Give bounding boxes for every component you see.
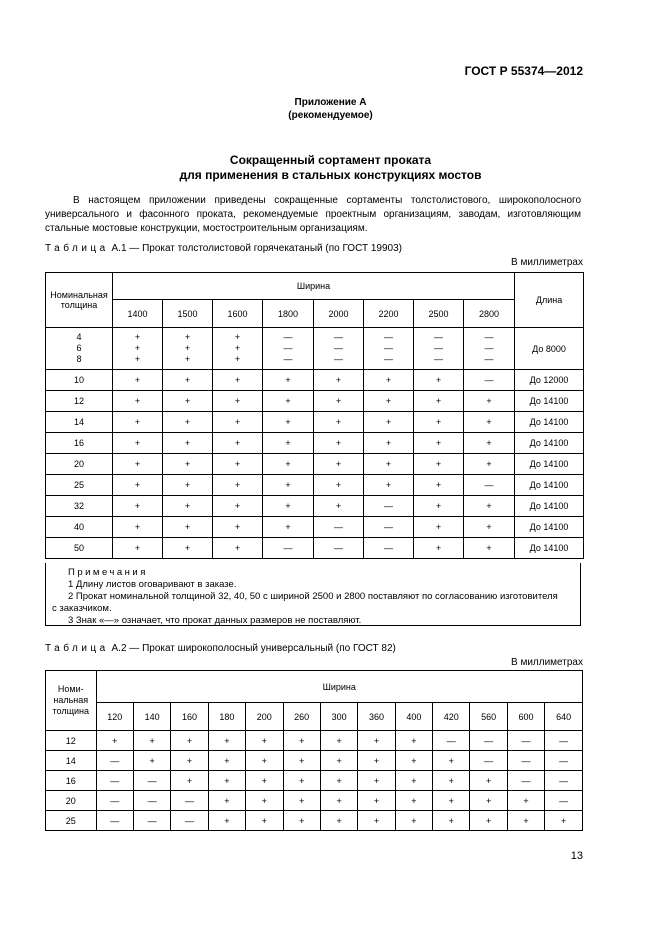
table1-group-length: До 8000 <box>515 328 584 370</box>
table1-cell-mark: + <box>234 354 241 364</box>
table2-width-header: 360 <box>358 703 395 731</box>
table1-row-thickness: 14 <box>46 412 113 433</box>
table2-width-header: 260 <box>283 703 320 731</box>
table2-row <box>46 731 583 751</box>
table1-cell: + <box>163 370 213 391</box>
table2-width-header: 560 <box>470 703 507 731</box>
table1-cell: + <box>263 496 314 517</box>
table2-cell: + <box>358 731 395 751</box>
table1-width-header: 2500 <box>414 300 464 328</box>
table1-cell: + <box>414 433 464 454</box>
table2-cell: + <box>171 751 208 771</box>
table1-caption-text: А.1 — Прокат толстолистовой горячекатаный (по ГОСТ 19903) <box>108 243 402 254</box>
table2-caption-word: Таблица <box>45 643 109 654</box>
table1-group-cell <box>414 328 464 370</box>
table2-cell: + <box>133 751 170 771</box>
table1-cell: — <box>364 517 414 538</box>
table1-cell: + <box>464 496 515 517</box>
table2-cell: + <box>171 771 208 791</box>
table2-cell: — <box>545 731 583 751</box>
table1-cell: + <box>163 454 213 475</box>
table1-cell-mark: — <box>334 332 343 342</box>
table1-cell-mark: — <box>384 354 393 364</box>
table1-width-header: 1800 <box>263 300 314 328</box>
table1-cell: + <box>163 391 213 412</box>
table2-row-thickness: 25 <box>46 811 97 831</box>
intro-paragraph: В настоящем приложении приведены сокращенные сортаменты толстолистового, широкополосного универсального и фасонного проката, рекомендуемые проектным организациям, заводам, изготовляющим стальные мостовые конструкции, мостостроительным организациям. <box>45 195 581 234</box>
table1-cell: + <box>364 370 414 391</box>
table1-cell: + <box>113 517 163 538</box>
table1-cell: + <box>414 370 464 391</box>
table2-cell: + <box>507 791 544 811</box>
table1-group-thickness-value: 8 <box>76 354 82 364</box>
table2-cell: + <box>395 731 432 751</box>
table1-cell: — <box>364 538 414 559</box>
table1-row-thickness: 40 <box>46 517 113 538</box>
table1-row <box>46 538 584 559</box>
table1-cell: + <box>113 475 163 496</box>
table1-header-width: Ширина <box>113 273 515 300</box>
table1-row <box>46 433 584 454</box>
table1-row <box>46 412 584 433</box>
table1-cell: — <box>314 538 364 559</box>
table2-cell: + <box>433 751 470 771</box>
table1-group-cell <box>113 328 163 370</box>
table2-cell: — <box>470 751 507 771</box>
table1-group-cell <box>464 328 515 370</box>
table1-group-thickness <box>46 328 113 370</box>
table1-cell: + <box>263 370 314 391</box>
table2-width-header: 600 <box>507 703 544 731</box>
table2-row-thickness: 16 <box>46 771 97 791</box>
table2-cell: — <box>545 791 583 811</box>
table1-group-cell <box>364 328 414 370</box>
table2-cell: — <box>433 731 470 751</box>
table1-row <box>46 454 584 475</box>
table2-cell: + <box>208 751 245 771</box>
table1-cell: + <box>213 454 263 475</box>
table1-cell-mark: — <box>283 343 293 353</box>
table1-cell: + <box>314 391 364 412</box>
table1-cell: + <box>113 496 163 517</box>
table1-cell: + <box>464 412 515 433</box>
table1-row-thickness: 32 <box>46 496 113 517</box>
table2-cell: — <box>171 791 208 811</box>
table2-width-header: 160 <box>171 703 208 731</box>
table1-cell: + <box>364 433 414 454</box>
page-number: 13 <box>570 850 583 862</box>
standard-number: ГОСТ Р 55374—2012 <box>464 64 583 78</box>
table2-cell: + <box>395 751 432 771</box>
table1-cell-mark: + <box>234 332 241 342</box>
table2-row-thickness: 12 <box>46 731 97 751</box>
table1-cell: + <box>263 454 314 475</box>
table1-cell: + <box>113 370 163 391</box>
appendix-status: (рекомендуемое) <box>288 110 373 121</box>
table2-cell: + <box>433 811 470 831</box>
table1-units: В миллиметрах <box>511 257 583 268</box>
table2-cell: + <box>246 791 283 811</box>
table2-cell: — <box>133 811 170 831</box>
table2-header-thickness-line1: Номи- <box>57 684 84 694</box>
table2-cell: — <box>96 791 133 811</box>
table2-cell: — <box>507 751 544 771</box>
table1-row-thickness: 50 <box>46 538 113 559</box>
table1-cell-mark: — <box>434 354 443 364</box>
table1-cell: + <box>263 475 314 496</box>
table1-cell: + <box>163 412 213 433</box>
table2-width-header: 180 <box>208 703 245 731</box>
table2-cell: + <box>208 811 245 831</box>
table1-cell: + <box>113 412 163 433</box>
table2-cell: + <box>433 771 470 791</box>
table2-row <box>46 811 583 831</box>
table1-cell: + <box>163 496 213 517</box>
table1-cell: + <box>364 412 414 433</box>
table1-cell-mark: — <box>434 332 443 342</box>
table1-cell: + <box>464 433 515 454</box>
table1-row-length: До 14100 <box>515 391 584 412</box>
table2-cell: + <box>246 811 283 831</box>
table1-cell: + <box>113 433 163 454</box>
table1-row-thickness: 12 <box>46 391 113 412</box>
table2-cell: + <box>470 811 507 831</box>
table2-cell: + <box>171 731 208 751</box>
note-1: 1 Длину листов оговаривают в заказе. <box>68 579 237 590</box>
table2-cell: + <box>358 751 395 771</box>
table2-cell: + <box>395 811 432 831</box>
table1-cell: + <box>213 517 263 538</box>
table2-caption-text: А.2 — Прокат широкополосный универсальный (по ГОСТ 82) <box>108 643 396 654</box>
table1-cell: + <box>263 517 314 538</box>
table2-cell: + <box>507 811 544 831</box>
table1-row <box>46 496 584 517</box>
note-2: 2 Прокат номинальной толщиной 32, 40, 50 с шириной 2500 и 2800 поставляют по согласованию изготовителя <box>68 591 558 602</box>
table2-cell: + <box>545 811 583 831</box>
table1-cell: + <box>213 370 263 391</box>
table2-cell: — <box>470 731 507 751</box>
table2-cell: + <box>358 771 395 791</box>
table1-cell: + <box>464 538 515 559</box>
table2-row <box>46 771 583 791</box>
table1-width-header: 1600 <box>213 300 263 328</box>
table2-width-header: 200 <box>246 703 283 731</box>
table1-group-cell <box>314 328 364 370</box>
note-2-continuation: с заказчиком. <box>52 603 112 614</box>
table1-row-length: До 14100 <box>515 454 584 475</box>
note-3: 3 Знак «—» означает, что прокат данных размеров не поставляют. <box>68 615 362 626</box>
table1-cell: + <box>314 412 364 433</box>
table1-cell: + <box>213 475 263 496</box>
table1-cell-mark: — <box>484 332 494 342</box>
table1-row-length: До 14100 <box>515 517 584 538</box>
table1-row-length: До 12000 <box>515 370 584 391</box>
table1-notes <box>45 563 581 626</box>
table1-group-cell <box>213 328 263 370</box>
table2-cell: — <box>545 771 583 791</box>
table2-cell: + <box>320 731 357 751</box>
table2-row <box>46 791 583 811</box>
table1-cell: + <box>213 433 263 454</box>
table2-cell: + <box>246 731 283 751</box>
table1-cell: — <box>364 496 414 517</box>
table1-cell: + <box>314 454 364 475</box>
appendix-subtitle: для применения в стальных конструкциях мостов <box>179 168 482 182</box>
table2-cell: + <box>283 771 320 791</box>
table1-cell-mark: — <box>434 343 443 353</box>
table2-width-header: 400 <box>395 703 432 731</box>
table1-cell: — <box>314 517 364 538</box>
table2-cell: + <box>208 791 245 811</box>
table2-cell: — <box>133 771 170 791</box>
table1-cell: — <box>263 538 314 559</box>
table1-cell: + <box>414 538 464 559</box>
table2-cell: — <box>545 751 583 771</box>
table2-cell: + <box>246 771 283 791</box>
table2-width-header: 640 <box>545 703 583 731</box>
table1-cell-mark: + <box>134 343 141 353</box>
table1-cell: + <box>113 391 163 412</box>
table1-width-header: 1500 <box>163 300 213 328</box>
table1-cell-mark: + <box>184 343 191 353</box>
table1-cell: + <box>213 538 263 559</box>
table1-cell: + <box>414 412 464 433</box>
table1-cell: + <box>163 538 213 559</box>
table1-cell: + <box>414 475 464 496</box>
table1-header-thickness: Номинальная толщина <box>46 273 113 328</box>
table2-cell: + <box>246 751 283 771</box>
table2-cell: + <box>283 811 320 831</box>
table1-cell-mark: — <box>484 354 494 364</box>
table1-cell: + <box>314 370 364 391</box>
table2-row <box>46 751 583 771</box>
table1-cell-mark: + <box>184 354 191 364</box>
table1-cell-mark: — <box>334 343 343 353</box>
table2-units: В миллиметрах <box>511 657 583 668</box>
table1-cell: + <box>314 475 364 496</box>
table1-cell: + <box>213 412 263 433</box>
table2-header-thickness-line2: нальная <box>53 695 89 705</box>
table1-width-header: 1400 <box>113 300 163 328</box>
table1-cell: — <box>464 370 515 391</box>
table2-cell: + <box>395 771 432 791</box>
table2-cell: — <box>133 791 170 811</box>
table1-cell: + <box>163 433 213 454</box>
table1-width-header: 2800 <box>464 300 515 328</box>
table2-cell: — <box>507 771 544 791</box>
table1-caption-word: Таблица <box>45 243 109 254</box>
table2-width-header: 420 <box>433 703 470 731</box>
table1-cell-mark: — <box>484 343 494 353</box>
table1-cell: + <box>364 475 414 496</box>
table2-row-thickness: 20 <box>46 791 97 811</box>
table2 <box>45 670 583 831</box>
table2-header-thickness <box>46 671 97 731</box>
table1-row-thickness: 25 <box>46 475 113 496</box>
table1-cell: + <box>213 496 263 517</box>
table2-cell: + <box>433 791 470 811</box>
table1-cell-mark: + <box>234 343 241 353</box>
table1-group-thickness-value: 6 <box>76 343 82 353</box>
appendix-label: Приложение А <box>294 97 367 108</box>
table1-header-length: Длина <box>515 273 584 328</box>
table1-cell: + <box>314 433 364 454</box>
table2-width-header: 120 <box>96 703 133 731</box>
table2-cell: + <box>470 771 507 791</box>
table1-cell: + <box>263 433 314 454</box>
table1-row <box>46 370 584 391</box>
table2-cell: + <box>283 731 320 751</box>
table1-cell-mark: + <box>134 332 141 342</box>
table1-row-thickness: 20 <box>46 454 113 475</box>
table1-cell-mark: — <box>384 332 393 342</box>
table2-row-thickness: 14 <box>46 751 97 771</box>
table2-cell: + <box>358 791 395 811</box>
table1-row-length: До 14100 <box>515 496 584 517</box>
table1-cell: + <box>464 391 515 412</box>
table2-cell: + <box>320 771 357 791</box>
table1-cell: + <box>163 475 213 496</box>
table1-row-length: До 14100 <box>515 538 584 559</box>
table2-cell: + <box>208 731 245 751</box>
table1-caption <box>45 243 402 254</box>
table1-cell: + <box>314 496 364 517</box>
table1-cell-mark: — <box>283 354 293 364</box>
table1-row <box>46 391 584 412</box>
table2-cell: — <box>96 771 133 791</box>
table1-cell: + <box>464 517 515 538</box>
table1-cell: + <box>414 496 464 517</box>
table1-row-length: До 14100 <box>515 412 584 433</box>
table2-width-header: 300 <box>320 703 357 731</box>
table2-cell: + <box>283 751 320 771</box>
table2-cell: + <box>133 731 170 751</box>
table2-cell: + <box>320 791 357 811</box>
table2-caption <box>45 643 396 654</box>
table1-row <box>46 517 584 538</box>
table1-row-thickness: 10 <box>46 370 113 391</box>
table1-cell: + <box>364 454 414 475</box>
table2-cell: — <box>96 751 133 771</box>
table1-cell: — <box>464 475 515 496</box>
table1-cell: + <box>163 517 213 538</box>
table1-row-thickness: 16 <box>46 433 113 454</box>
table1-cell-mark: — <box>334 354 343 364</box>
table1-group-cell <box>263 328 314 370</box>
table1 <box>45 272 584 559</box>
table1-cell: + <box>364 391 414 412</box>
notes-heading: Примечания <box>68 567 148 578</box>
table1-group-thickness-value: 4 <box>76 332 82 342</box>
table1-cell: + <box>213 391 263 412</box>
table2-cell: — <box>507 731 544 751</box>
table2-cell: — <box>96 811 133 831</box>
table1-cell-mark: — <box>384 343 393 353</box>
table1-row-length: До 14100 <box>515 475 584 496</box>
table1-cell: + <box>414 517 464 538</box>
table2-cell: + <box>283 791 320 811</box>
table1-cell-mark: — <box>283 332 293 342</box>
table2-cell: + <box>470 791 507 811</box>
table2-cell: — <box>171 811 208 831</box>
table2-cell: + <box>320 811 357 831</box>
table1-cell-mark: + <box>134 354 141 364</box>
table2-header-thickness-line3: толщина <box>52 706 90 716</box>
table1-cell: + <box>113 454 163 475</box>
appendix-title: Сокращенный сортамент проката <box>229 153 432 167</box>
table1-width-header: 2200 <box>364 300 414 328</box>
table2-cell: + <box>96 731 133 751</box>
table1-row-length: До 14100 <box>515 433 584 454</box>
table1-cell-mark: + <box>184 332 191 342</box>
table1-cell: + <box>263 412 314 433</box>
table2-cell: + <box>320 751 357 771</box>
table2-header-width: Ширина <box>96 671 582 703</box>
table1-width-header: 2000 <box>314 300 364 328</box>
table2-cell: + <box>395 791 432 811</box>
table2-cell: + <box>208 771 245 791</box>
table1-cell: + <box>263 391 314 412</box>
table1-row <box>46 475 584 496</box>
table1-cell: + <box>464 454 515 475</box>
table2-cell: + <box>358 811 395 831</box>
table2-width-header: 140 <box>133 703 170 731</box>
table1-cell: + <box>414 454 464 475</box>
table1-group-cell <box>163 328 213 370</box>
table1-cell: + <box>113 538 163 559</box>
table1-cell: + <box>414 391 464 412</box>
